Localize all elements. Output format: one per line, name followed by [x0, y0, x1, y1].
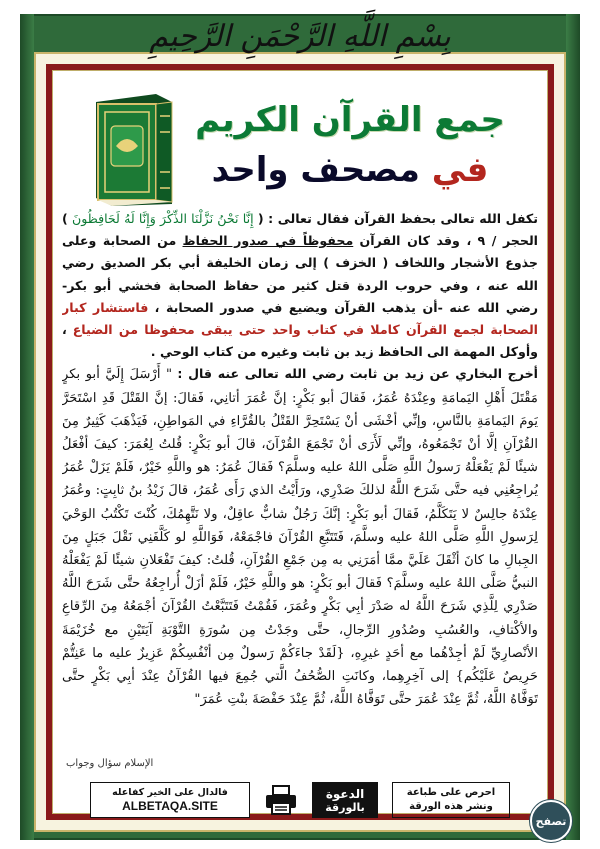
quran-verse: إِنَّا نَحْنُ نَزَّلْنَا الذِّكْرَ وَإِنَّا لَهُ لَحَافِظُونَ [71, 211, 254, 226]
verse-reference: الحجر / ٩ [477, 233, 538, 249]
quran-book-icon [90, 92, 178, 208]
bismillah-text: بِسْمِ اللَّهِ الرَّحْمَنِ الرَّحِيمِ [149, 18, 451, 54]
print-note-box [392, 782, 510, 818]
print-note-line-2: ونشر هذه الورقة [409, 801, 493, 812]
frame-left-border [20, 14, 34, 840]
site-box [90, 782, 250, 818]
title-line-2-rest: مصحف واحد [211, 150, 420, 190]
intro-highlight: فاستشار كبار الصحابة لجمع القرآن كاملا في كتاب واحد حتى يبقى محفوظا من الضياع [62, 299, 538, 338]
site-url[interactable]: ALBETAQA.SITE [122, 798, 218, 813]
hadith-text: " أَرْسَلَ إِلَيَّ أبو بكرٍ مَقْتَلَ أَهْلِ اليَمامَةِ وعِنْدَهُ عُمَرُ، فَقالَ أبو بَكْرٍ: إنَّ عُمَرَ أتانِي، فَقالَ: إنَّ القَتْلَ قَدِ اسْتَحَرَّ يَومَ اليَمامَةِ بالنَّاسِ، وإنِّي أخْشَى أنْ يَسْتَحِرَّ القَتْلُ بالقُرَّاءِ في المَواطِنِ، فَيَذْهَبَ كَثِيرٌ مِنَ القُرْآنِ إلَّا أنْ تَجْمَعُوهُ، وإنِّي لَأَرَى أنْ تَجْمَعَ القُرْآنَ، قالَ أبو بَكْرٍ: قُلتُ لِعُمَرَ: كيفَ أفْعَلُ شيئًا لَمْ يَفْعَلْهُ رَسولُ اللَّهِ صَلَّى اللهُ عليه وسلَّمَ؟ فَقالَ عُمَرُ: هو واللَّهِ خَيْرٌ، فَلَمْ يَزَلْ عُمَرُ يُراجِعُنِي فيه حتَّى شَرَحَ اللَّهُ لذلكَ صَدْرِي، ورَأَيْتُ الذي رَأَى عُمَرُ، قالَ زَيْدُ بنُ ثابِتٍ: وعُمَرُ عِنْدَهُ جالِسٌ لا يَتَكَلَّمُ، فَقالَ أبو بَكْرٍ: إنَّكَ رَجُلٌ شابٌّ عاقِلٌ، ولا نَتَّهِمُكَ، كُنْتَ تَكْتُبُ الوَحْيَ لِرَسولِ اللَّهِ صَلَّى اللهُ عليه وسلَّمَ، فَتَتَبَّعِ القُرْآنَ فاجْمَعْهُ، فَوَاللَّهِ لو كَلَّفَنِي نَقْلَ جَبَلٍ مِنَ الجِبالِ ما كانَ أثْقَلَ عَلَيَّ ممَّا أمَرَنِي به مِن جَمْعِ القُرْآنِ، قُلتُ: كيفَ تَفْعَلانِ شيئًا لَمْ يَفْعَلْهُ النبيُّ صَلَّى اللهُ عليه وسلَّمَ؟ فَقالَ أبو بَكْرٍ: هو واللَّهِ خَيْرٌ، فَلَمْ أزَلْ أُراجِعُهُ حتَّى شَرَحَ اللَّهُ صَدْرِي لِلَّذِي شَرَحَ اللَّهُ له صَدْرَ أبِي بَكْرٍ وعُمَرَ، فَقُمْتُ فَتَتَبَّعْتُ القُرْآنَ أجْمَعُهُ مِنَ الرِّقاعِ والأكْتافِ، والعُسُبِ وصُدُورِ الرِّجالِ، حتَّى وجَدْتُ مِن سُورَةِ التَّوْبَةِ آيَتَيْنِ مع خُزَيْمَةَ الأنْصارِيِّ لَمْ أجِدْهُما مع أحَدٍ غيرِهِ، {لَقَدْ جاءَكُمْ رَسولٌ مِن أنْفُسِكُمْ عَزِيزٌ عليه ما عَنِتُّمْ حَرِيصٌ عَلَيْكُم} إلى آخِرِهِما، وكانَتِ الصُّحُفُ الَّتي جُمِعَ فيها القُرْآنُ عِنْدَ أبِي بَكْرٍ حتَّى تَوَفَّاهُ اللَّهُ، ثُمَّ عِنْدَ عُمَرَ حتَّى تَوَفَّاهُ اللَّهُ، ثُمَّ عِنْدَ حَفْصَةَ بنْتِ عُمَرَ" [62, 367, 538, 708]
intro-text-e: ، وأوكل المهمة الى الحافظ زيد بن ثابت وغيره من كتاب الوحي . [62, 322, 538, 360]
footer-saying: فالدال على الخير كفاعله [112, 786, 228, 798]
bismillah-header [0, 14, 600, 58]
printer-icon [264, 784, 298, 816]
intro-text-b: ) [62, 211, 68, 226]
intro-underlined: محفوظاً في صدور الحفاظ [182, 233, 354, 249]
frame-right-border [566, 14, 580, 840]
title-line-2 [190, 150, 510, 190]
intro-text-d: من الصحابة وعلى جذوع الأشجار واللخاف ( الخزف ) إلى زمان الخليفة أبي بكر الصديق رضي الله عنه ، وفي حروب الردة قتل كثير من حفاظ الصحابة فخشي أبو بكر- رضي الله عنه -أن يذهب القرآن ويضيع في صدور الصحابة ، [62, 233, 538, 315]
logo-line-1: الدعوة [325, 786, 365, 801]
intro-paragraph [62, 208, 538, 363]
title-word-fi: في [431, 150, 489, 190]
browse-badge[interactable]: تصفح [530, 800, 572, 842]
intro-text-a: تكفل الله تعالى بحفظ القرآن فقال تعالى : ( [257, 211, 538, 226]
title-line-1: جمع القرآن الكريم [195, 100, 505, 140]
footer-bar [90, 782, 510, 818]
dawah-logo [312, 782, 378, 818]
logo-line-2: بالورقة [325, 800, 365, 814]
article-body [62, 208, 538, 763]
source-credit: الإسلام سؤال وجواب [66, 758, 154, 769]
print-note-line-1: احرص على طباعة [406, 787, 496, 798]
hadith-intro: أخرج البخاري عن زيد بن ثابت رضي الله تعالى عنه قال : [177, 366, 538, 382]
hadith-paragraph [62, 363, 538, 711]
intro-text-c: ، وقد كان القرآن [359, 233, 472, 249]
